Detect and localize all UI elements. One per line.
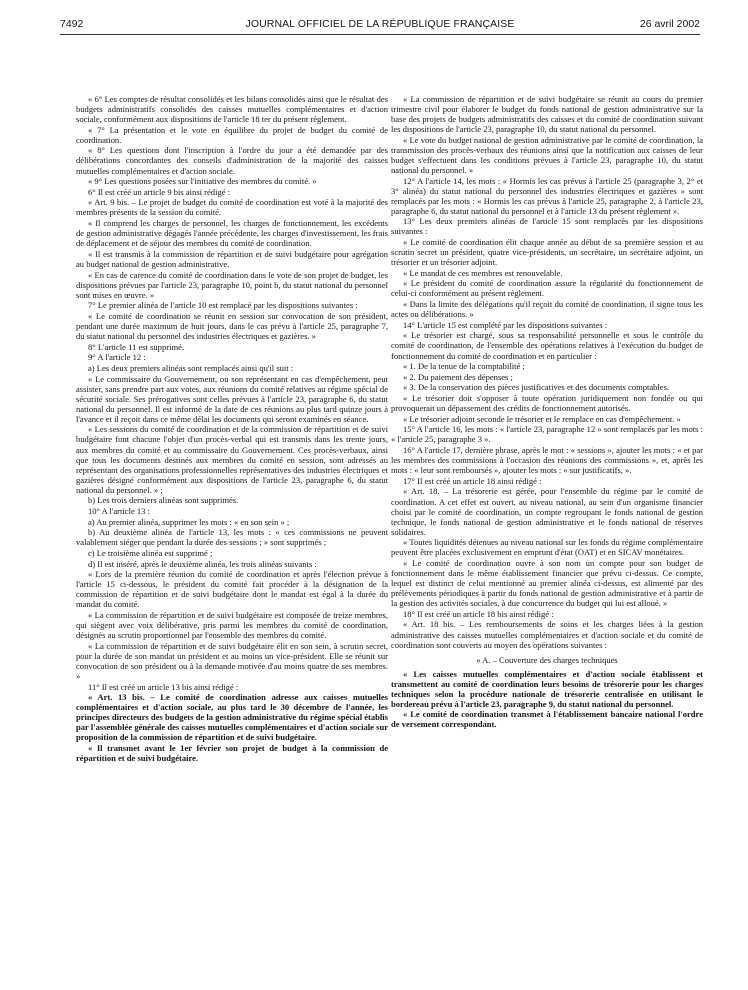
paragraph: b) Au deuxième alinéa de l'article 13, les mots : « ces commissions ne peuvent valablement siéger que pendant la durée des sessions ; » sont supprimés ; — [76, 527, 388, 548]
paragraph: « Le comité de coordination élit chaque année au début de sa première session et au scrutin secret un président, quatre vice-présidents, un secrétaire, un secrétaire adjoint, un trésorier et un trésorier adjoint. — [391, 237, 703, 268]
paragraph: « 6° Les comptes de résultat consolidés et les bilans consolidés ainsi que le résultat des budgets administratifs consolidés des caisses mutuelles complémentaires et d'action sociale, conformément aux dispositions de l'article 18 ter du présent règlement. — [76, 94, 388, 125]
paragraph: « Art. 9 bis. – Le projet de budget du comité de coordination est voté à la majorité des membres présents de la session du comité. — [76, 197, 388, 218]
publication-date: 26 avril 2002 — [639, 18, 700, 30]
paragraph: 17° Il est créé un article 18 ainsi rédigé : — [403, 475, 542, 486]
paragraph: « Lors de la première réunion du comité de coordination et après l'élection prévue à l'article 15 ci-dessous, le président du comité fait procéder à la désignation de la commission de répartition et de suivi budgétaire dont le mandat est égal à la durée du mandat du comité. — [76, 569, 388, 610]
paragraph: 13° Les deux premiers alinéas de l'article 15 sont remplacés par les dispositions suivantes : — [391, 216, 703, 237]
page-number: 7492 — [60, 18, 84, 30]
paragraph: 10° A l'article 13 : — [88, 505, 150, 516]
paragraph: 15° A l'article 16, les mots : « l'article 23, paragraphe 12 » sont remplacés par les mots : « l'article 25, paragraphe 3 ». — [391, 424, 703, 445]
paragraph: 12° A l'article 14, les mots : « Hormis les cas prévus à l'article 25 (paragraphe 3, 2° et 3° alinéa) du statut national du personnel des industries électriques et gazières » sont remplacés par les mots : « Hormis les cas prévus à l'article 25, paragraphe 2, à l'article 23, paragraphe 6, du statut national du personnel et à l'article 13 du présent règlement ». — [391, 175, 703, 216]
paragraph: 14° L'article 15 est complété par les dispositions suivantes : — [403, 319, 608, 330]
paragraph: « La commission de répartition et de suivi budgétaire élit en son sein, à scrutin secret, pour la durée de son mandat un président et au moins un vice-président. Elle se réunit sur convocation de son président ou à la demande motivée d'au moins quatre de ses membres. » — [76, 640, 388, 681]
paragraph: « Le président du comité de coordination assure la régularité du fonctionnement de celui-ci conformément au présent règlement. — [391, 278, 703, 299]
paragraph: « Art. 18. – La trésorerie est gérée, pour l'ensemble du régime par le comité de coordination. A cet effet est ouvert, au niveau national, au sein d'un organisme financier choisi par le comité de coordination, un compte regroupant le fonds national de gestion technique, le fonds national de gestion administrative et le fonds national de réserves solidaires. — [391, 486, 703, 537]
paragraph: c) Le troisième alinéa est supprimé ; — [88, 547, 213, 558]
paragraph: « Il transmet avant le 1er février son projet de budget à la commission de répartition et de suivi budgétaire. — [76, 742, 388, 764]
paragraph: « Il comprend les charges de personnel, les charges de fonctionnement, les excédents de gestion administrative dégagés l'année précédente, les charges d'investissement, les frais de déplacement et de séjour des membres du comité de coordination. — [76, 218, 388, 249]
paragraph: b) Les trois derniers alinéas sont supprimés. — [88, 495, 239, 506]
paragraph: « La commission de répartition et de suivi budgétaire est composée de treize membres, qui siègent avec voix délibérative, pris parmi les membres du comité de coordination, désignés au scrutin proportionnel par l'ensemble des membres du comité. — [76, 610, 388, 641]
paragraph: « Art. 13 bis. – Le comité de coordination adresse aux caisses mutuelles complémentaires et d'action sociale, au plus tard le 30 décembre de l'année, les principes directeurs des budgets de la gestion administrative du régime spécial établis par l'assemblée générale des caisses mutuelles complémentaires et d'action sociale sur proposition de la commission de répartition et de suivi budgétaire. — [76, 692, 388, 743]
paragraph: « 3. De la conservation des pièces justificatives et des documents comptables. — [403, 382, 670, 393]
paragraph: a) Au premier alinéa, supprimer les mots : « en son sein » ; — [88, 516, 290, 527]
paragraph: « La commission de répartition et de suivi budgétaire se réunit au cours du premier trimestre civil pour élaborer le budget du fonds national de gestion administrative sur la base des projets de budgets administratifs des caisses et du comité de coordination suivant les dispositions de l'article 23, paragraphe 10, du statut national du personnel. — [391, 94, 703, 135]
paragraph: « 7° La présentation et le vote en équilibre du projet de budget du comité de coordination. — [76, 124, 388, 145]
paragraph: « 1. De la tenue de la comptabilité ; — [403, 361, 525, 372]
page-header — [60, 18, 700, 32]
journal-title: JOURNAL OFFICIEL DE LA RÉPUBLIQUE FRANÇAISE — [245, 18, 515, 30]
paragraph: « Le trésorier adjoint seconde le trésorier et le remplace en cas d'empêchement. » — [403, 413, 681, 424]
header-rule — [60, 34, 700, 35]
paragraph: « Le trésorier doit s'opposer à toute opération juridiquement non fondée ou qui provoquerait un dépassement des crédits de fonctionnement autorisés. — [391, 393, 703, 414]
paragraph: « Le mandat de ces membres est renouvelable. — [403, 267, 563, 278]
paragraph: 16° A l'article 17, dernière phrase, après le mot : « sessions », ajouter les mots : « et par les membres des commissions à l'occasion des réunions des commissions », et, après les mots : « leur sont remboursés », ajouter les mots : « sur justificatifs, ». — [391, 445, 703, 476]
paragraph: 6° Il est créé un article 9 bis ainsi rédigé : — [88, 186, 231, 197]
paragraph: « En cas de carence du comité de coordination dans le vote de son projet de budget, les dispositions prévues par l'article 23, paragraphe 10, point b, du statut national du personnel sont mises en œuvre. » — [76, 269, 388, 300]
paragraph: « Les sessions du comité de coordination et de la commission de répartition et de suivi budgétaire font chacune l'objet d'un procès-verbal qui est transmis dans les trente jours, aux membres du comité et au commissaire du Gouvernement. Ces procès-verbaux, ainsi que tous les documents destinés aux membres du comité en session, sont adressés au représentant des organisations professionnelles représentatives des industries électriques et gazières désigné conformément aux dispositions de l'article 23, paragraphe 6, du statut national du personnel. » ; — [76, 424, 388, 495]
paragraph: « Le comité de coordination se réunit en session sur convocation de son président, pendant une durée maximum de huit jours, dans le cas prévu à l'article 25, paragraphe 7, du statut national du personnel des industries électriques et gazières. » — [76, 310, 388, 342]
paragraph: « Le trésorier est chargé, sous sa responsabilité personnelle et sous le contrôle du comité de coordination, de l'ensemble des opérations relatives à l'exécution du budget de fonctionnement du comité de coordination et en particulier : — [391, 330, 703, 361]
paragraph: 18° Il est créé un article 18 bis ainsi rédigé : — [403, 608, 554, 619]
paragraph: a) Les deux premiers alinéas sont remplacés ainsi qu'il suit : — [88, 362, 294, 373]
paragraph: « Le vote du budget national de gestion administrative par le comité de coordination, la transmission des procès-verbaux des réunions ainsi que la notification aux caisses de leur budget s'effectuent dans les conditions prévues à l'article 23, paragraphe 10, du statut national du personnel. » — [391, 134, 703, 175]
paragraph: « 8° Les questions dont l'inscription à l'ordre du jour a été demandée par des délibérations concordantes des conseils d'administration de la majorité des caisses mutuelles complémentaires et d'action sociale. — [76, 145, 388, 176]
paragraph: « 9° Les questions posées sur l'initiative des membres du comité. » — [88, 176, 317, 187]
paragraph: « 2. Du paiement des dépenses ; — [403, 371, 513, 382]
paragraph: d) Il est inséré, après le deuxième alinéa, les trois alinéas suivants : — [88, 558, 317, 569]
paragraph: « Art. 18 bis. – Les remboursements de soins et les charges liées à la gestion administrative des caisses mutuelles complémentaires et d'action sociale et du comité de coordination sont couverts au moyen des opérations suivantes : — [391, 619, 703, 650]
paragraph: « Le comité de coordination transmet à l'établissement bancaire national l'ordre de versement correspondant. — [391, 709, 703, 730]
paragraph: « Il est transmis à la commission de répartition et de suivi budgétaire pour agrégation au budget national de gestion administrative. — [76, 248, 388, 269]
paragraph: « Le commissaire du Gouvernement, ou son représentant en cas d'empêchement, peut assister, sans prendre part aux votes, aux réunions du comité relatives au régime spécial de sécurité sociale. Ses prérogatives sont celles prévues à l'article 23, paragraphe 6, du statut national du personnel. Il est informé de la date de ces réunions au plus tard quinze jours à l'avance et il reçoit dans ce même délai les documents qui seront examinés en séance. — [76, 373, 388, 424]
paragraph: « Les caisses mutuelles complémentaires et d'action sociale établissent et transmettent au comité de coordination leurs besoins de trésorerie pour les charges techniques selon la procédure nationale de trésorerie centralisée en utilisant le bordereau prévu à l'article 23, paragraphe 9, du statut national du personnel. — [391, 668, 703, 709]
paragraph: « Toutes liquidités détenues au niveau national sur les fonds du régime complémentaire peuvent être placées exclusivement en emprunt d'état (OAT) et en SICAV monétaires. — [391, 537, 703, 558]
paragraph: « A. – Couverture des charges techniques — [476, 654, 618, 665]
paragraph: 11° Il est créé un article 13 bis ainsi rédigé : — [88, 681, 239, 692]
paragraph: « Dans la limite des délégations qu'il reçoit du comité de coordination, il signe tous les actes ou délibérations. » — [391, 299, 703, 320]
paragraph: 8° L'article 11 est supprimé. — [88, 341, 185, 352]
paragraph: 7° Le premier alinéa de l'article 10 est remplacé par les dispositions suivantes : — [88, 300, 358, 311]
right-column — [391, 94, 703, 730]
paragraph: 9° A l'article 12 : — [88, 352, 146, 363]
left-column — [76, 94, 388, 764]
paragraph: « Le comité de coordination ouvre à son nom un compte pour son budget de fonctionnement dans le même établissement financier que prévu ci-dessus. Ce compte, lequel est distinct de celui mentionné au premier alinéa ci-dessus, est alimenté par des prélèvements périodiques à partir du fonds national de gestion administrative et à partir de la gestion des activités sociales, à due concurrence du budget qui lui est alloué. » — [391, 557, 703, 609]
